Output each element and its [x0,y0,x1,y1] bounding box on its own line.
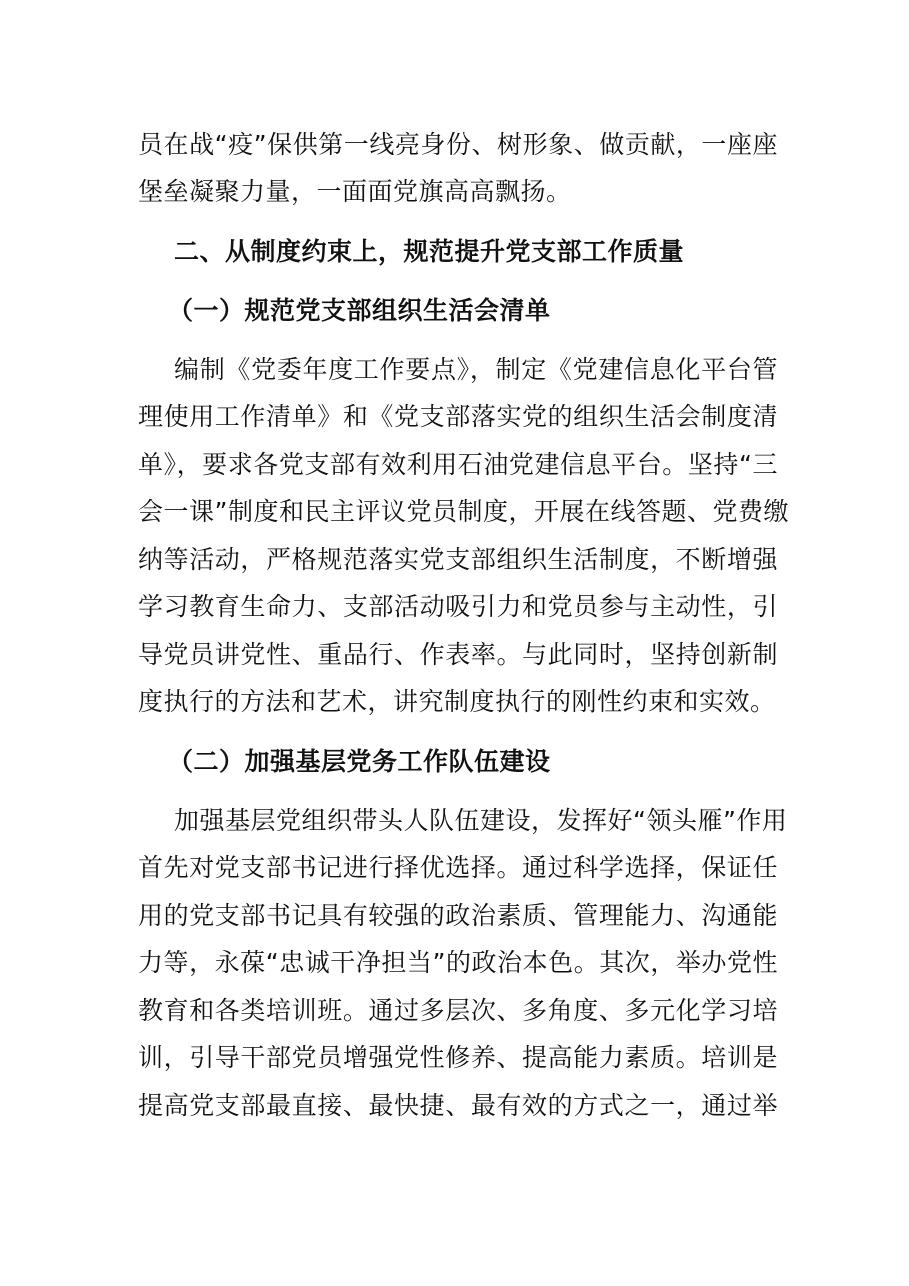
para1-line-7: 导党员讲党性、重品行、作表率。与此同时，坚持创新制 [138,640,778,669]
para2-line-4: 力等，永葆“忠诚干净担当”的政治本色。其次，举办党性 [138,948,778,977]
para1-line-2: 理使用工作清单》和《党支部落实党的组织生活会制度清 [138,402,778,431]
para1-line-5: 纳等活动，严格规范落实党支部组织生活制度，不断增强 [138,545,778,574]
para1-line-1: 编制《党委年度工作要点》，制定《党建信息化平台管 [174,355,778,384]
para1-line-4: 会一课”制度和民主评议党员制度，开展在线答题、党费缴 [138,497,789,526]
para2-line-5: 教育和各类培训班。通过多层次、多角度、多元化学习培 [138,996,778,1025]
para2-line-2: 首先对党支部书记进行择优选择。通过科学选择，保证任 [138,853,778,882]
intro-line-1: 员在战“疫”保供第一线亮身份、树形象、做贡献，一座座 [138,130,778,159]
para1-line-8: 度执行的方法和艺术，讲究制度执行的刚性约束和实效。 [138,687,776,716]
para2-line-1: 加强基层党组织带头人队伍建设，发挥好“领头雁”作用 [174,806,788,835]
subsection-heading-1: （一）规范党支部组织生活会清单 [168,296,551,325]
para1-line-3: 单》，要求各党支部有效利用石油党建信息平台。坚持“三 [138,450,778,479]
para2-line-7: 提高党支部最直接、最快捷、最有效的方式之一，通过举 [138,1091,778,1120]
subsection-heading-2: （二）加强基层党务工作队伍建设 [168,747,551,776]
para2-line-6: 训，引导干部党员增强党性修养、提高能力素质。培训是 [138,1043,778,1072]
intro-line-2: 堡垒凝聚力量，一面面党旗高高飘扬。 [138,177,572,206]
para2-line-3: 用的党支部书记具有较强的政治素质、管理能力、沟通能 [138,901,778,930]
para1-line-6: 学习教育生命力、支部活动吸引力和党员参与主动性，引 [138,592,778,621]
section-heading-2: 二、从制度约束上，规范提升党支部工作质量 [174,237,685,266]
